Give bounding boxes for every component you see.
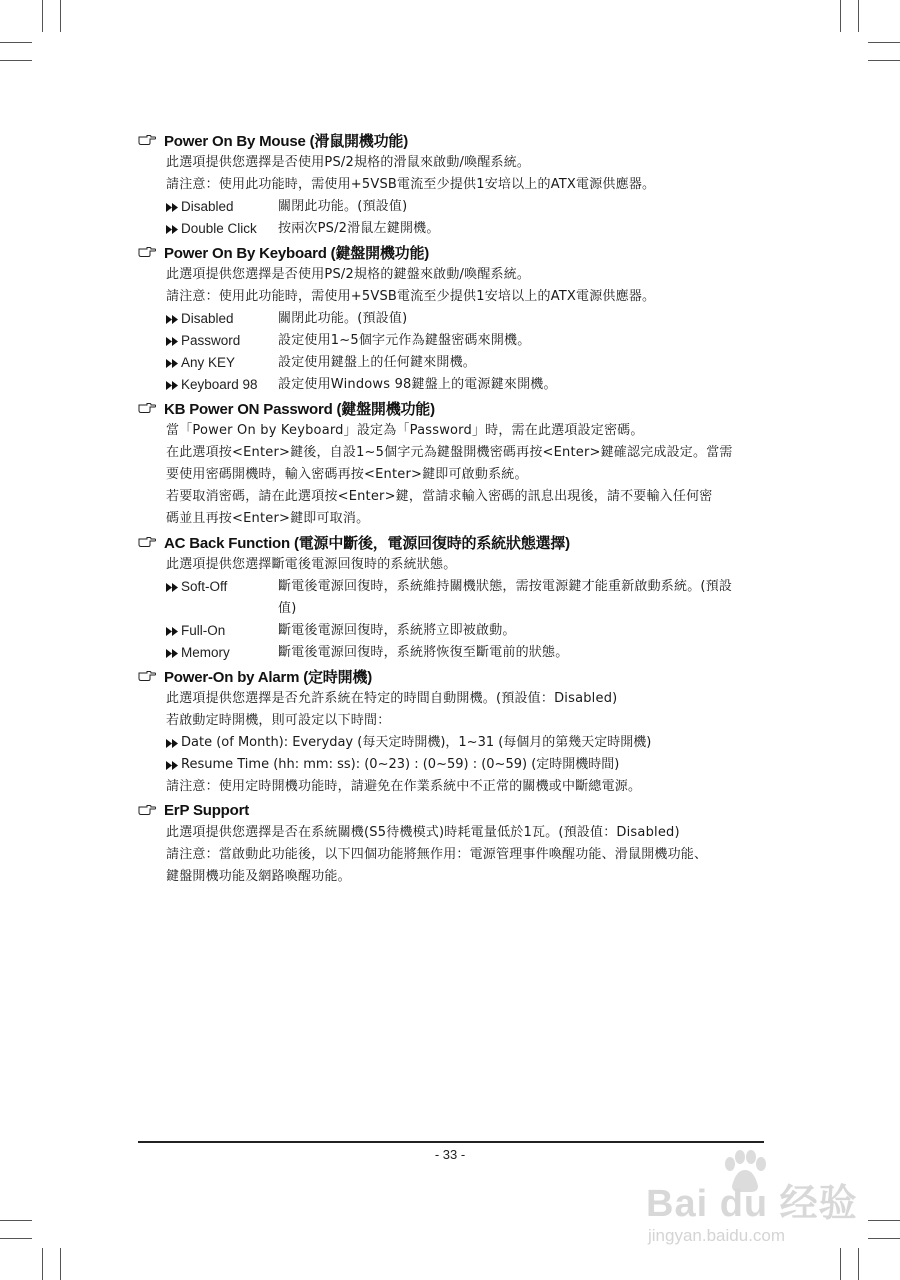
- option-name: Disabled: [181, 311, 234, 326]
- double-arrow-icon: [166, 374, 181, 396]
- option-desc: 關閉此功能。(預設值): [278, 199, 408, 214]
- option-name: Soft-Off: [181, 579, 228, 594]
- double-arrow-icon: [166, 308, 181, 330]
- section-heading: [138, 530, 764, 554]
- double-arrow-icon: [166, 642, 181, 664]
- crop-mark: [0, 42, 32, 43]
- double-arrow-icon: [166, 732, 181, 754]
- double-arrow-icon: [166, 196, 181, 218]
- option-name: Keyboard 98: [181, 377, 258, 392]
- paragraph-line: 此選項提供您選擇是否在系統關機(S5待機模式)時耗電量低於1瓦。(預設值：Disabled): [166, 825, 680, 840]
- bullet-row: [166, 732, 764, 754]
- crop-mark: [42, 1248, 43, 1280]
- section-title: ErP Support: [164, 801, 250, 819]
- option-name: Full-On: [181, 623, 226, 638]
- option-row: [166, 218, 764, 240]
- paragraph-line: 若要取消密碼，請在此選項按<Enter>鍵，當請求輸入密碼的訊息出現後，請不要輸入任何密: [166, 489, 713, 504]
- double-arrow-icon: [166, 330, 181, 352]
- pointing-hand-icon: [138, 402, 156, 414]
- option-row: [166, 374, 764, 396]
- section-title: Power On By Mouse (滑鼠開機功能): [164, 132, 408, 150]
- option-row: [166, 352, 764, 374]
- option-row: [166, 620, 764, 642]
- option-name: Memory: [181, 645, 230, 660]
- paragraph-line: 要使用密碼開機時，輸入密碼再按<Enter>鍵即可啟動系統。: [166, 467, 528, 482]
- paragraph-line: 碼並且再按<Enter>鍵即可取消。: [166, 511, 370, 526]
- footer-rule: [138, 1141, 764, 1143]
- option-name: Double Click: [181, 221, 257, 236]
- paragraph-line: 請注意：當啟動此功能後，以下四個功能將無作用：電源管理事件喚醒功能、滑鼠開機功能、: [166, 847, 708, 862]
- option-row: [166, 576, 764, 598]
- watermark: [636, 1150, 876, 1270]
- crop-mark: [868, 42, 900, 43]
- section-title: Power-On by Alarm (定時開機): [164, 668, 372, 686]
- crop-mark: [840, 0, 841, 32]
- section-heading: [138, 664, 764, 688]
- section-erp-support: [138, 798, 764, 888]
- section-heading: [138, 240, 764, 264]
- paragraph-line: 此選項提供您選擇是否使用PS/2規格的滑鼠來啟動/喚醒系統。: [166, 155, 531, 170]
- section-power-on-by-mouse: [138, 128, 764, 240]
- option-desc: 值): [278, 601, 297, 616]
- section-title: AC Back Function (電源中斷後，電源回復時的系統狀態選擇): [164, 534, 570, 552]
- paragraph-line: 當「Power On by Keyboard」設定為「Password」時，需在此選項設定密碼。: [166, 423, 644, 438]
- section-power-on-by-alarm: [138, 664, 764, 798]
- crop-mark: [60, 1248, 61, 1280]
- option-desc: 關閉此功能。(預設值): [278, 311, 408, 326]
- double-arrow-icon: [166, 754, 181, 776]
- paragraph-line: 請注意：使用定時開機功能時，請避免在作業系統中不正常的關機或中斷總電源。: [166, 779, 642, 794]
- watermark-url: jingyan.baidu.com: [648, 1226, 786, 1245]
- pointing-hand-icon: [138, 536, 156, 548]
- double-arrow-icon: [166, 620, 181, 642]
- crop-mark: [0, 1220, 32, 1221]
- section-kb-power-on-password: [138, 396, 764, 530]
- paragraph-line: 此選項提供您選擇斷電後電源回復時的系統狀態。: [166, 557, 457, 572]
- paragraph-line: 若啟動定時開機，則可設定以下時間：: [166, 713, 391, 728]
- option-row: [166, 308, 764, 330]
- option-name: Password: [181, 333, 241, 348]
- bullet-row: [166, 754, 764, 776]
- option-desc: 斷電後電源回復時，系統維持關機狀態，需按電源鍵才能重新啟動系統。(預設: [278, 579, 733, 594]
- paragraph-line: 在此選項按<Enter>鍵後，自設1~5個字元為鍵盤開機密碼再按<Enter>鍵確認完成設定。當需: [166, 445, 733, 460]
- crop-mark: [42, 0, 43, 32]
- pointing-hand-icon: [138, 670, 156, 682]
- crop-mark: [868, 60, 900, 61]
- option-name: Any KEY: [181, 355, 236, 370]
- bullet-text: Date (of Month): Everyday (每天定時開機)，1~31 (每個月的第幾天定時開機): [181, 735, 652, 750]
- option-desc: 設定使用1~5個字元作為鍵盤密碼來開機。: [278, 333, 531, 348]
- paragraph-line: 此選項提供您選擇是否允許系統在特定的時間自動開機。(預設值：Disabled): [166, 691, 618, 706]
- paragraph-line: 此選項提供您選擇是否使用PS/2規格的鍵盤來啟動/喚醒系統。: [166, 267, 531, 282]
- double-arrow-icon: [166, 576, 181, 598]
- watermark-brand: Bai du 经验: [646, 1183, 858, 1225]
- section-heading: [138, 128, 764, 152]
- crop-mark: [60, 0, 61, 32]
- section-title: Power On By Keyboard (鍵盤開機功能): [164, 244, 430, 262]
- paragraph-line: 鍵盤開機功能及網路喚醒功能。: [166, 869, 351, 884]
- option-desc: 斷電後電源回復時，系統將立即被啟動。: [278, 623, 516, 638]
- pointing-hand-icon: [138, 804, 156, 816]
- option-desc: 按兩次PS/2滑鼠左鍵開機。: [278, 221, 440, 236]
- section-title: KB Power ON Password (鍵盤開機功能): [164, 400, 435, 418]
- crop-mark: [858, 0, 859, 32]
- crop-mark: [0, 60, 32, 61]
- option-name: Disabled: [181, 199, 234, 214]
- paragraph-line: 請注意：使用此功能時，需使用+5VSB電流至少提供1安培以上的ATX電源供應器。: [166, 289, 656, 304]
- option-desc: 設定使用Windows 98鍵盤上的電源鍵來開機。: [278, 377, 557, 392]
- section-ac-back-function: [138, 530, 764, 664]
- double-arrow-icon: [166, 352, 181, 374]
- option-row-continued: [166, 598, 764, 620]
- double-arrow-icon: [166, 218, 181, 240]
- option-row: [166, 642, 764, 664]
- pointing-hand-icon: [138, 246, 156, 258]
- section-power-on-by-keyboard: [138, 240, 764, 396]
- crop-mark: [0, 1238, 32, 1239]
- section-heading: [138, 396, 764, 420]
- manual-content: [138, 128, 764, 888]
- bullet-text: Resume Time (hh: mm: ss): (0~23) : (0~59) : (0~59) (定時開機時間): [181, 757, 620, 772]
- option-desc: 設定使用鍵盤上的任何鍵來開機。: [278, 355, 477, 370]
- option-desc: 斷電後電源回復時，系統將恢復至斷電前的狀態。: [278, 645, 569, 660]
- section-heading: [138, 798, 764, 822]
- pointing-hand-icon: [138, 134, 156, 146]
- option-row: [166, 196, 764, 218]
- page-number: - 33 -: [434, 1147, 466, 1162]
- option-row: [166, 330, 764, 352]
- paragraph-line: 請注意：使用此功能時，需使用+5VSB電流至少提供1安培以上的ATX電源供應器。: [166, 177, 656, 192]
